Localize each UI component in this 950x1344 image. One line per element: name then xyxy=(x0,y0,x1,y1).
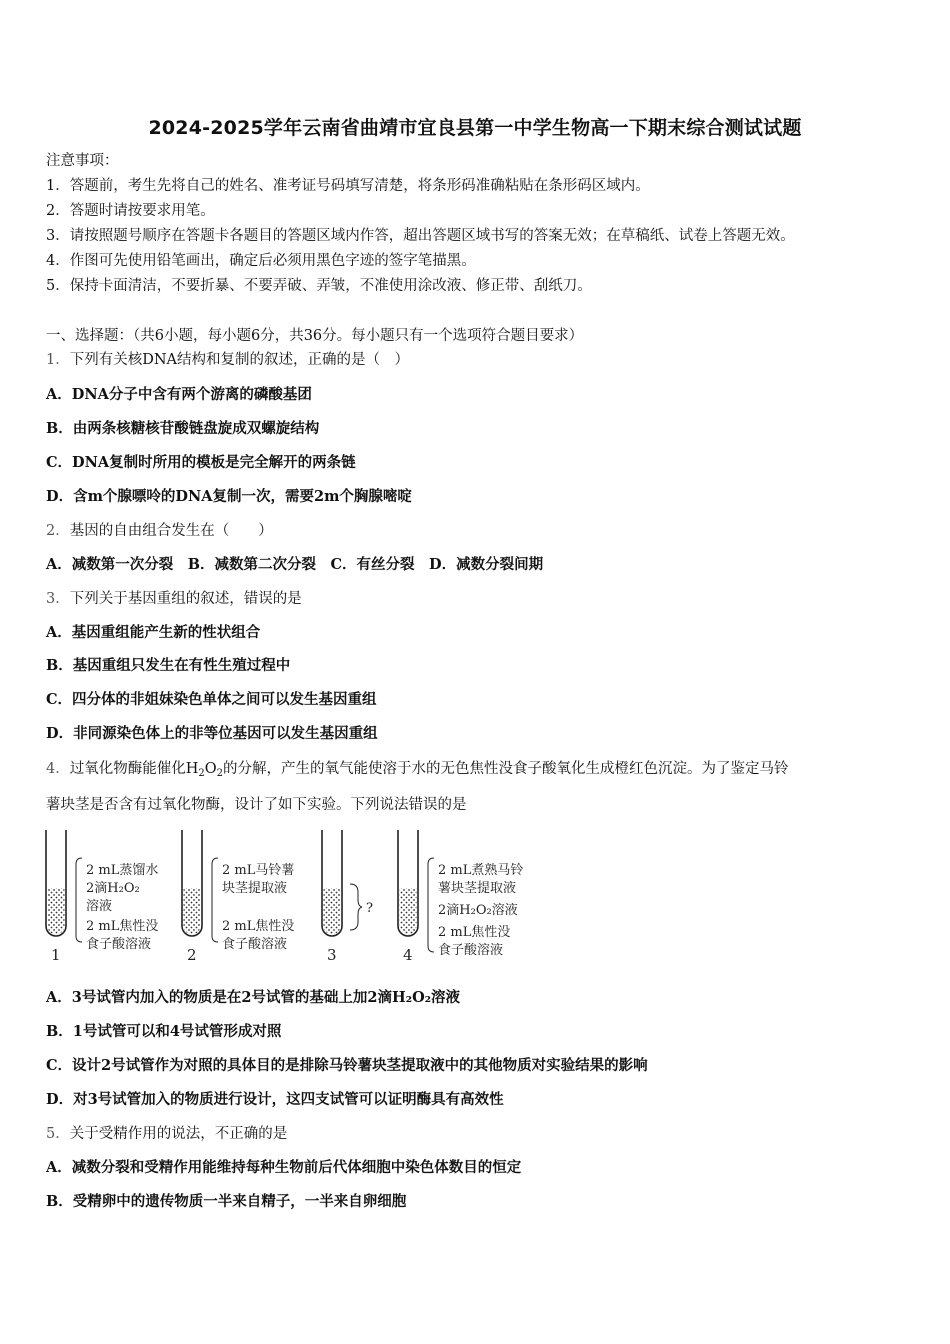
notice-item: 4．作图可先使用铅笔画出，确定后必须用黑色字迹的签字笔描黑。 xyxy=(46,253,476,269)
subscript: 2 xyxy=(198,768,205,779)
notice-item: 3．请按照题号顺序在答题卡各题目的答题区域内作答，超出答题区域书写的答案无效；在草稿纸、试卷上答题无效。 xyxy=(46,228,795,244)
question-number: 1． xyxy=(46,352,70,368)
q1-option-b: B．由两条核糖核苷酸链盘旋成双螺旋结构 xyxy=(46,420,320,437)
q1-option-c: C．DNA复制时所用的模板是完全解开的两条链 xyxy=(46,454,356,471)
question-stem: 基因的自由组合发生在（ ） xyxy=(69,523,273,539)
question-4-stem-line2: 薯块茎是否含有过氧化物酶，设计了如下实验。下列说法错误的是 xyxy=(46,797,467,813)
tube-3-label: 3 xyxy=(327,946,337,964)
notice-item: 2．答题时请按要求用笔。 xyxy=(46,203,215,219)
page-title: 2024-2025学年云南省曲靖市宜良县第一中学生物高一下期末综合测试试题 xyxy=(148,117,802,139)
notice-heading: 注意事项： xyxy=(46,153,119,169)
q3-option-b: B．基因重组只发生在有性生殖过程中 xyxy=(46,657,291,674)
tube-4-text: 2 mL煮熟马铃 xyxy=(438,863,524,878)
tube-1-text: 2 mL焦性没 xyxy=(86,919,159,934)
test-tube-3 xyxy=(322,830,373,964)
question-stem: 关于受精作用的说法，不正确的是 xyxy=(69,1126,288,1142)
q1-option-d: D．含m个腺嘌呤的DNA复制一次，需要2m个胸腺嘧啶 xyxy=(46,488,412,505)
tube-3-question-mark: ? xyxy=(366,901,373,916)
q4-option-d: D．对3号试管加入的物质进行设计，这四支试管可以证明酶具有高效性 xyxy=(46,1091,504,1108)
question-4 xyxy=(46,759,789,784)
question-2 xyxy=(46,521,273,541)
q4-option-b: B．1号试管可以和4号试管形成对照 xyxy=(46,1023,282,1040)
q5-option-b: B．受精卵中的遗传物质一半来自精子，一半来自卵细胞 xyxy=(46,1193,407,1210)
question-stem-part: O xyxy=(204,761,217,777)
question-stem-part: 过氧化物酶能催化H xyxy=(69,761,199,777)
test-tube-4 xyxy=(398,830,523,964)
question-stem-part: 的分解，产生的氧气能使溶于水的无色焦性没食子酸氧化生成橙红色沉淀。为了鉴定马铃 xyxy=(223,761,789,777)
q5-option-a: A．减数分裂和受精作用能维持每种生物前后代体细胞中染色体数目的恒定 xyxy=(46,1159,522,1176)
tube-4-text: 2滴H₂O₂溶液 xyxy=(438,903,518,918)
tube-4-label: 4 xyxy=(403,946,413,964)
question-5 xyxy=(46,1124,287,1144)
notice-item: 5．保持卡面清洁，不要折暴、不要弄破、弄皱，不准使用涂改液、修正带、刮纸刀。 xyxy=(46,278,592,294)
question-number: 5． xyxy=(46,1126,70,1142)
tube-2-text: 块茎提取液 xyxy=(222,881,288,896)
test-tube-1 xyxy=(46,830,158,964)
tube-1-text: 2 mL蒸馏水 xyxy=(86,863,159,878)
tube-2-label: 2 xyxy=(187,946,197,964)
tube-1-label: 1 xyxy=(51,946,61,964)
q3-option-c: C．四分体的非姐妹染色单体之间可以发生基因重组 xyxy=(46,691,377,708)
tube-2-text: 2 mL马铃薯 xyxy=(222,863,295,878)
section-heading: 一、选择题：（共6小题，每小题6分，共36分。每小题只有一个选项符合题目要求） xyxy=(46,328,584,344)
q1-option-a: A．DNA分子中含有两个游离的磷酸基团 xyxy=(46,386,312,403)
question-3 xyxy=(46,589,302,609)
q3-option-d: D．非同源染色体上的非等位基因可以发生基因重组 xyxy=(46,725,378,742)
tube-1-text: 2滴H₂O₂ xyxy=(86,881,140,896)
test-tube-figure xyxy=(40,826,540,966)
question-stem: 下列关于基因重组的叙述，错误的是 xyxy=(69,591,302,607)
tube-4-text: 薯块茎提取液 xyxy=(438,881,517,896)
tube-1-text: 食子酸溶液 xyxy=(86,937,152,952)
q4-option-a: A．3号试管内加入的物质是在2号试管的基础上加2滴H₂O₂溶液 xyxy=(46,989,461,1006)
notice-item: 1．答题前，考生先将自己的姓名、准考证号码填写清楚，将条形码准确粘贴在条形码区域内。 xyxy=(46,178,650,194)
tube-4-text: 2 mL焦性没 xyxy=(438,925,511,940)
question-number: 3． xyxy=(46,591,70,607)
question-number: 4． xyxy=(46,761,70,777)
tube-2-text: 食子酸溶液 xyxy=(222,937,288,952)
q4-option-c: C．设计2号试管作为对照的具体目的是排除马铃薯块茎提取液中的其他物质对实验结果的影响 xyxy=(46,1057,648,1074)
question-1 xyxy=(46,350,409,370)
q2-options: A．减数第一次分裂 B．减数第二次分裂 C．有丝分裂 D．减数分裂间期 xyxy=(46,556,544,573)
subscript: 2 xyxy=(216,768,224,779)
question-stem: 下列有关核DNA结构和复制的叙述，正确的是（ ） xyxy=(69,352,410,368)
test-tube-2 xyxy=(182,830,294,964)
q3-option-a: A．基因重组能产生新的性状组合 xyxy=(46,624,261,641)
tube-4-text: 食子酸溶液 xyxy=(438,943,504,958)
question-number: 2． xyxy=(46,523,70,539)
tube-2-text: 2 mL焦性没 xyxy=(222,919,295,934)
tube-1-text: 溶液 xyxy=(86,899,113,914)
